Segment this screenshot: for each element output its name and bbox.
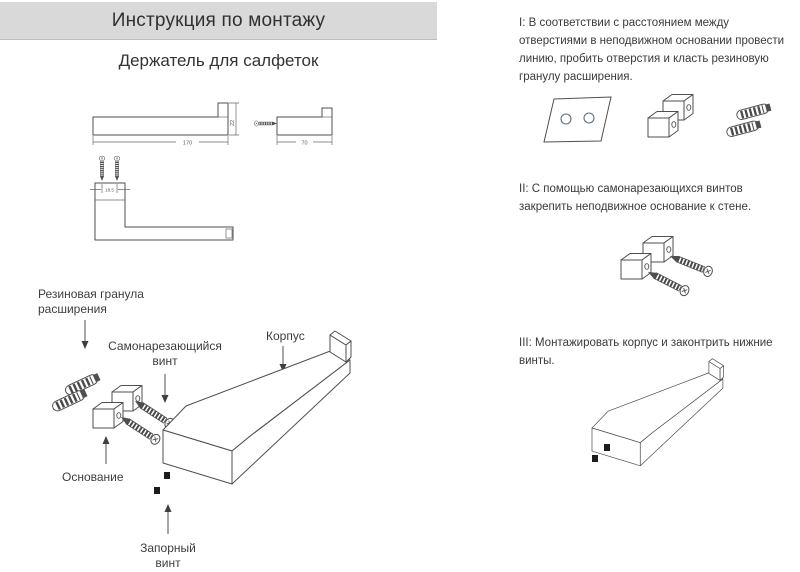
exploded-diagram xyxy=(25,280,405,572)
rubber-anchor-1 xyxy=(736,102,772,120)
base-block-2 xyxy=(93,403,123,429)
wall-hole-1 xyxy=(561,114,571,124)
step-2-illustration xyxy=(580,225,750,335)
label-base: Основание xyxy=(62,470,124,484)
label-rubber-granule: Резиновая гранула расширения xyxy=(38,287,144,316)
side-view-screw xyxy=(254,121,277,126)
dim-length: 170 xyxy=(182,140,193,147)
title-band xyxy=(0,2,437,40)
label-self-tapping-screw: Самонарезающийся винт xyxy=(108,339,222,368)
step-2-text: II: С помощью самонарезающихся винтов закрепить неподвижное основание к стене. xyxy=(519,183,752,213)
wall-plate xyxy=(544,97,611,142)
step-3-text: III: Монтажировать корпус и законтрить нижние винты. xyxy=(519,337,773,367)
page-title: Инструкция по монтажу xyxy=(111,9,326,31)
self-tapping-screw-1 xyxy=(668,251,714,278)
base-block-2 xyxy=(621,254,651,280)
self-tapping-screw-2 xyxy=(646,267,691,297)
label-locking-screw: Запорный винт xyxy=(140,541,196,570)
step-1-text: I: В соответствии с расстоянием между отверстиями в неподвижном основании провести линию, пробить отверстия и класть резиновую гранулу расширения. xyxy=(519,17,785,83)
base-block-2 xyxy=(648,112,678,138)
step-1-illustration xyxy=(525,85,785,175)
profile-screw-left xyxy=(99,156,105,181)
profile-screw-right xyxy=(114,156,120,181)
step-3-illustration xyxy=(560,348,780,472)
dim-hole-spacing: 18.5 xyxy=(105,187,114,193)
locking-screw-2 xyxy=(592,455,598,462)
locking-screw-1 xyxy=(164,472,170,479)
label-body: Корпус xyxy=(266,329,305,343)
dim-height: 22 xyxy=(230,119,236,126)
product-name: Держатель для салфеток xyxy=(118,51,319,70)
profile-outline xyxy=(95,183,233,240)
rubber-anchor-2 xyxy=(726,119,762,137)
body-3d xyxy=(592,359,724,466)
profile-view-drawing xyxy=(80,150,250,265)
locking-screw-1 xyxy=(604,444,610,451)
front-view-outline xyxy=(93,103,228,135)
side-view-outline xyxy=(277,108,332,135)
dim-depth: 70 xyxy=(301,140,308,147)
wall-hole-2 xyxy=(584,113,594,123)
locking-screw-2 xyxy=(154,487,160,494)
